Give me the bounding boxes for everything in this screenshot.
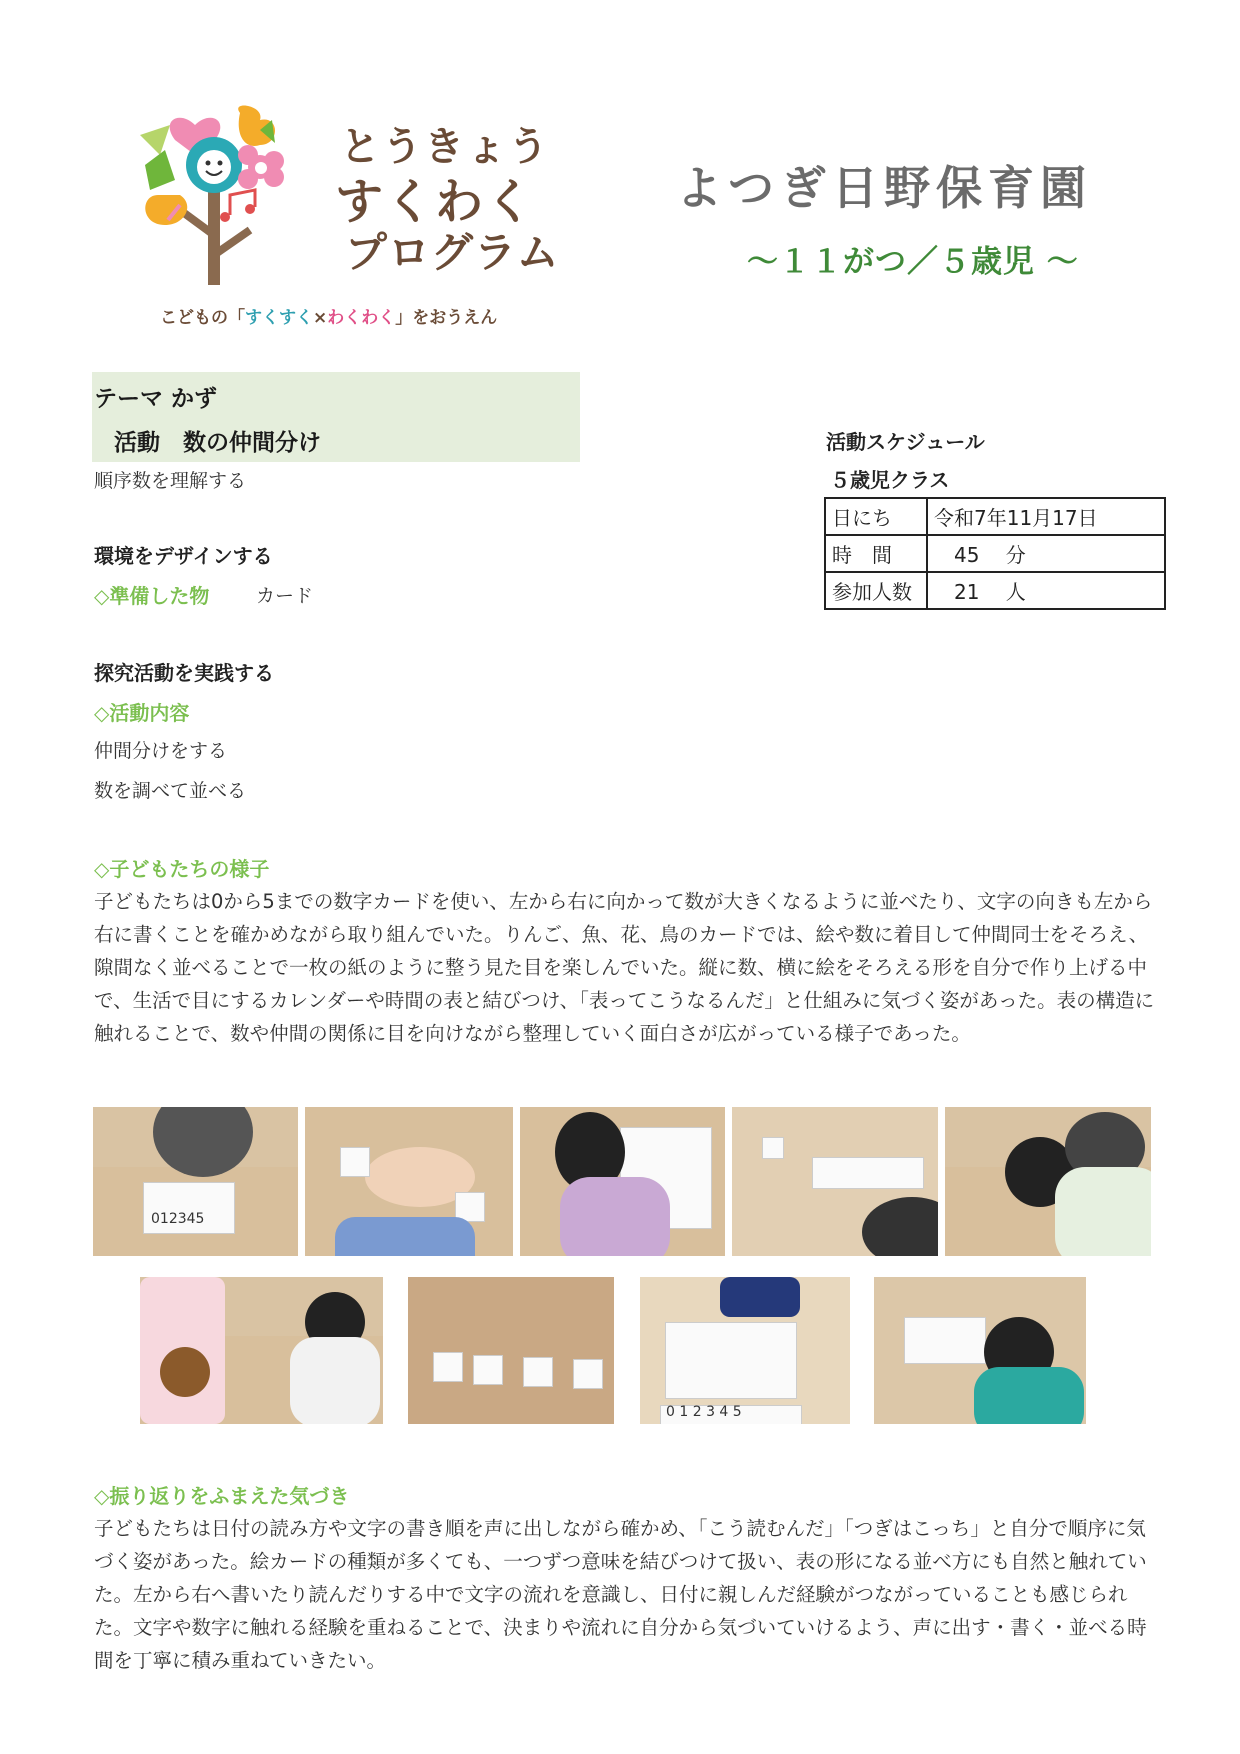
photo-card [473,1355,503,1385]
schedule-value: 令和7年11月17日 [927,498,1165,535]
tagline-times: × [313,308,328,328]
schedule-row-participants [825,572,1165,609]
month-class-title: ～１１がつ／５歳児 ～ [747,244,1079,280]
photo-card-digits: 0 1 2 3 4 5 [666,1404,742,1420]
photo-card-digits: 012345 [151,1211,205,1227]
photo-card [433,1352,463,1382]
schedule-value: 21 人 [927,572,1165,609]
activity-photo [305,1107,513,1256]
logo-line-2: すくわく [335,174,536,230]
photo-child [290,1337,380,1424]
goal-text: 順序数を理解する [94,470,247,492]
environment-heading: 環境をデザインする [94,544,273,568]
prepared-label: ◇準備した物 [94,584,210,608]
school-name: よつぎ日野保育園 [676,161,1092,215]
schedule-value: 45 分 [927,535,1165,572]
photo-child [335,1217,475,1256]
inquiry-heading: 探究活動を実践する [94,661,274,685]
photo-teacher [1055,1167,1151,1256]
photo-card-row [812,1157,924,1189]
schedule-key: 時 間 [825,535,927,572]
schedule-table [824,497,1166,610]
activity-photo [945,1107,1151,1256]
photo-card [340,1147,370,1177]
activity-photo [520,1107,725,1256]
tree-logo-icon [140,105,340,305]
photo-card [762,1137,784,1159]
tagline-pre: こどもの「 [160,308,245,328]
schedule-row-date [825,498,1165,535]
schedule-heading: 活動スケジュール [826,430,985,454]
photo-card [573,1359,603,1389]
program-logo [140,105,560,335]
tagline-post: 」をおうえん [395,308,498,328]
reflection-heading: ◇振り返りをふまえた気づき [94,1484,350,1508]
photo-table [408,1277,614,1424]
activity-photo [732,1107,938,1256]
logo-tagline [160,303,497,328]
schedule-key: 参加人数 [825,572,927,609]
prepared-value: カード [256,585,314,607]
activity-photo [140,1277,383,1424]
activity-photo [408,1277,614,1424]
activity-photo [640,1277,850,1424]
activity-content-label: ◇活動内容 [94,701,190,725]
theme-title: テーマ かず [94,386,218,412]
logo-line-1: とうきょう [340,124,550,170]
activity-title: 活動 数の仲間分け [106,430,322,456]
schedule-key: 日にち [825,498,927,535]
photo-card-grid [665,1322,797,1399]
photo-monkey-patch [160,1347,210,1397]
photo-child [974,1367,1084,1424]
activity-item: 数を調べて並べる [94,780,247,802]
schedule-row-time [825,535,1165,572]
photo-child-arm [720,1277,800,1317]
activity-item: 仲間分けをする [94,740,228,762]
photo-card [523,1357,553,1387]
reflection-text: 子どもたちは日付の読み方や文字の書き順を声に出しながら確かめ、「こう読むんだ」「つぎはこっち」と自分で順序に気づく姿があった。絵カードの種類が多くても、一つずつ意味を結びつけて扱い、表の形になる並べ方にも自然と触れていた。左から右へ書いたり読んだりする中で文字の流れを意識し、日付に親しんだ経験がつながっていることも感じられた。文字や数字に触れる経験を重ねることで、決まりや流れに自分から気づいていけるよう、声に出す・書く・並べる時間を丁寧に積み重ねていきたい。 [94,1517,1147,1672]
logo-line-3: プログラム [345,228,560,277]
photo-card [904,1317,986,1364]
activity-photo [93,1107,298,1256]
tagline-sukusuku: すくすく [245,308,313,328]
children-text: 子どもたちは0から5までの数字カードを使い、左から右に向かって数が大きくなるように並べたり、文字の向きも左から右に書くことを確かめながら取り組んでいた。りんご、魚、花、鳥のカードでは、絵や数に着目して仲間同士をそろえ、隙間なく並べることで一枚の紙のように整う見た目を楽しんでいた。縦に数、横に絵をそろえる形を自分で作り上げる中で、生活で目にするカレンダーや時間の表と結びつけ、「表ってこうなるんだ」と仕組みに気づく姿があった。表の構造に触れることで、数や仲間の関係に目を向けながら整理していく面白さが広がっている様子であった。 [94,890,1155,1045]
schedule-class: ５歳児クラス [830,468,950,492]
photo-child [560,1177,670,1256]
activity-photo [874,1277,1086,1424]
children-heading: ◇子どもたちの様子 [94,857,270,881]
tagline-wakuwaku: わくわく [327,308,396,328]
